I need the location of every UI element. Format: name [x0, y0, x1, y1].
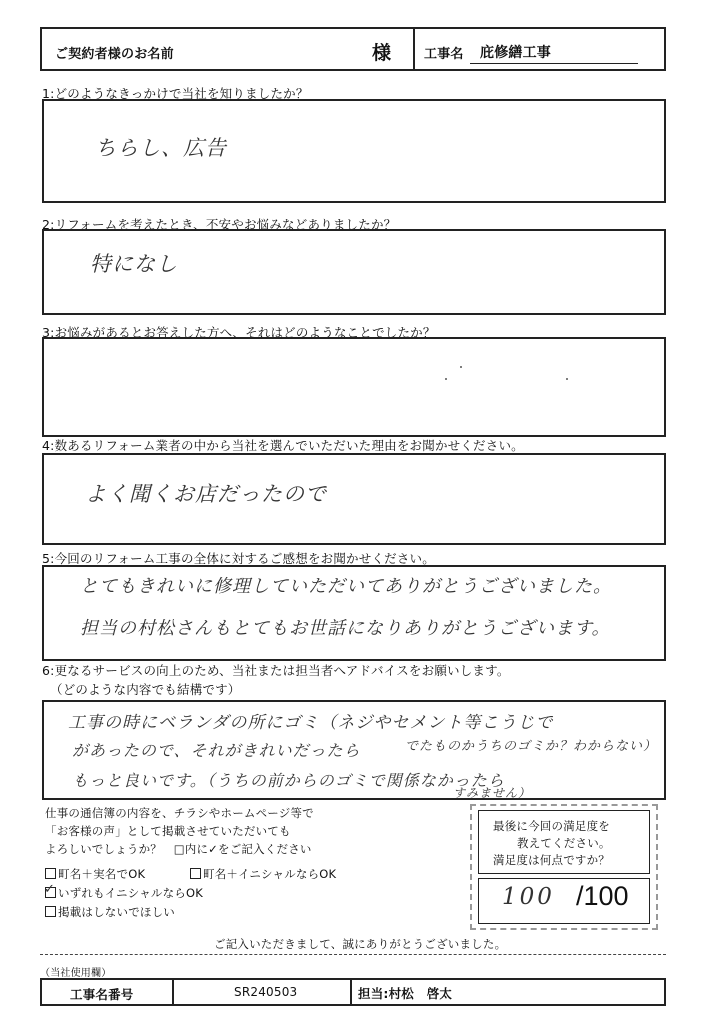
checkbox-icon[interactable]: [45, 906, 56, 917]
question-1-label: 1:どのようなきっかけで当社を知りましたか？: [42, 86, 309, 101]
question-4-label: 4:数あるリフォーム業者の中から当社を選んでいただいた理由をお聞かせください。: [42, 438, 524, 453]
office-use-label: （当社使用欄）: [40, 968, 112, 979]
satisfaction-prompt-1: 最後に今回の満足度を: [493, 819, 610, 833]
question-3-label: 3:お悩みがあるとお答えした方へ、それはどのようなことでしたか？: [42, 325, 436, 340]
project-name-underline: [470, 63, 638, 64]
question-2-label: 2:リフォームを考えたとき、不安やお悩みなどありましたか？: [42, 217, 397, 232]
project-name-label: 工事名: [424, 47, 464, 62]
consent-option-4-label: 掲載はしないでほしい: [58, 905, 175, 919]
consent-option-3-label: いずれもイニシャルならOK: [58, 886, 204, 900]
consent-option-4[interactable]: [45, 904, 175, 920]
answer-6-line-4: もっと良いです。（うちの前からのゴミで関係なかったら: [72, 771, 505, 790]
speck: [445, 378, 447, 380]
question-5-label: 5:今回のリフォーム工事の全体に対するご感想をお聞かせください。: [42, 551, 435, 566]
answer-6-line-2: があったので、それがきれいだったら: [72, 741, 361, 760]
thanks-message: ご記入いただきまして、誠にありがとうございました。: [214, 937, 507, 951]
customer-name-field[interactable]: [200, 34, 360, 66]
speck: [460, 366, 462, 368]
consent-option-1[interactable]: [45, 866, 145, 882]
answer-1-line-1: ちらし、広告: [95, 136, 227, 160]
answer-5-line-2: 担当の村松さんもとてもお世話になりありがとうございます。: [80, 618, 611, 639]
project-name-value: 庇修繕工事: [480, 45, 551, 61]
consent-option-1-label: 町名＋実名でOK: [58, 867, 146, 881]
consent-text-1: 仕事の通信簿の内容を、チラシやホームページ等で: [45, 806, 314, 820]
honorific: 様: [372, 42, 392, 64]
dashed-divider: [40, 954, 666, 955]
answer-6-line-3: でたものかうちのゴミか？わからない）: [405, 739, 658, 754]
answer-6-line-5: すみません）: [453, 786, 532, 800]
project-number-value: SR240503: [234, 985, 298, 999]
consent-option-2[interactable]: [190, 866, 336, 882]
answer-6-line-1: 工事の時にベランダの所にゴミ（ネジやセメント等こうじで: [68, 713, 554, 733]
consent-text-2: 「お客様の声」として掲載させていただいても: [45, 824, 291, 838]
consent-option-3[interactable]: [44, 882, 204, 901]
answer-3-box[interactable]: [42, 337, 666, 437]
answer-2-line-1: 特になし: [90, 252, 178, 276]
satisfaction-score: 100: [502, 884, 555, 910]
answer-4-line-1: よく聞くお店だったので: [85, 482, 327, 506]
checkmark-icon: ✓: [44, 882, 56, 897]
checkbox-icon[interactable]: [45, 868, 56, 879]
satisfaction-max: /100: [576, 881, 629, 911]
staff-name: 担当:村松 啓太: [358, 986, 453, 1001]
satisfaction-prompt-2: 教えてください。: [517, 836, 611, 850]
office-cell-divider-2: [350, 978, 352, 1006]
question-6-label: 6:更なるサービスの向上のため、当社または担当者へアドバイスをお願いします。: [42, 663, 510, 678]
checked-checkbox-icon[interactable]: [44, 882, 56, 898]
consent-text-3: よろしいでしょうか？ □内に✓をご記入ください: [45, 842, 312, 856]
customer-name-label: ご契約者様のお名前: [55, 47, 174, 62]
speck: [566, 378, 568, 380]
checkbox-icon[interactable]: [190, 868, 201, 879]
answer-5-line-1: とてもきれいに修理していただいてありがとうございました。: [80, 576, 612, 597]
consent-option-2-label: 町名＋イニシャルならOK: [203, 867, 337, 881]
office-cell-divider-1: [172, 978, 174, 1006]
project-number-label: 工事名番号: [70, 987, 134, 1002]
satisfaction-prompt-3: 満足度は何点ですか？: [493, 853, 610, 867]
question-6-sublabel: （どのような内容でも結構です）: [50, 682, 241, 697]
header-divider: [413, 27, 415, 71]
